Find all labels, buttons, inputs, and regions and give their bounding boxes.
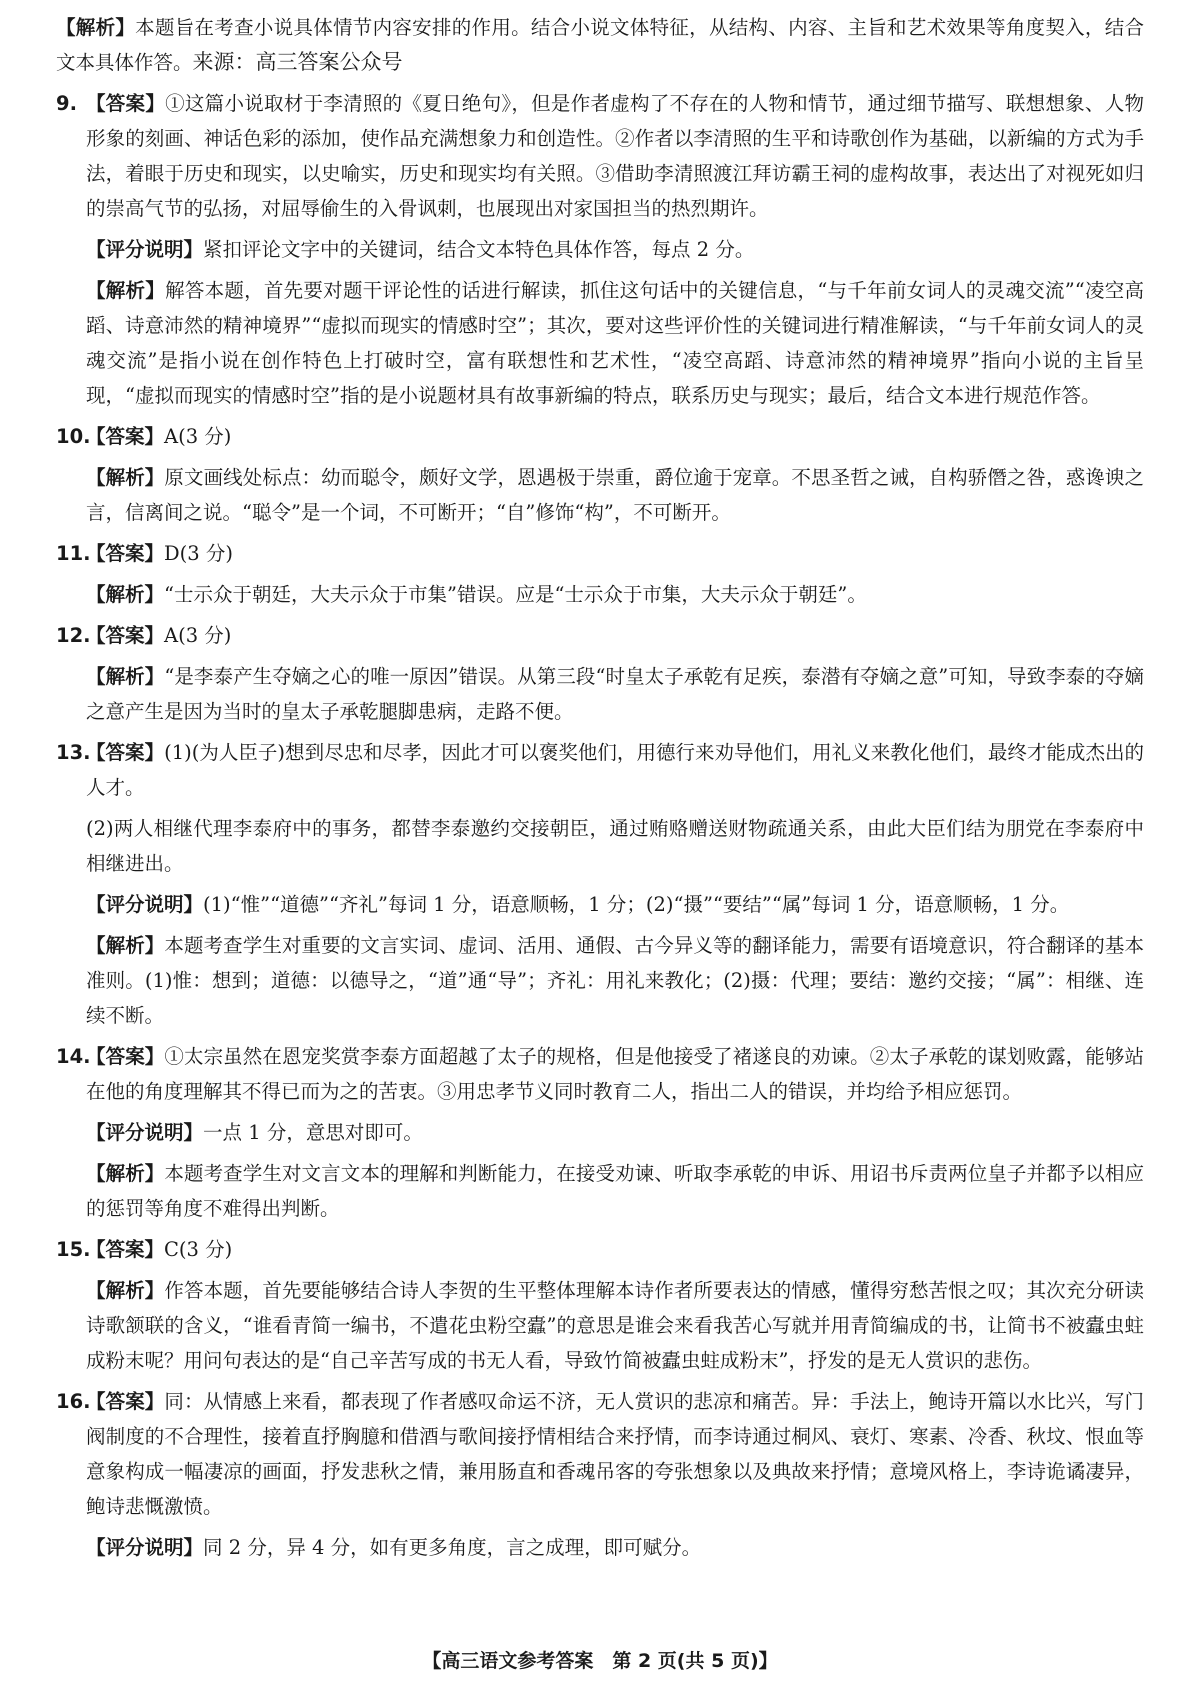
- part-text: 本题考查学生对重要的文言实词、虚词、活用、通假、古今异义等的翻译能力，需要有语境意识，符合翻译的基本准则。(1)惟：想到；道德：以德导之，“道”通“导”；齐礼：用礼来教化；(2)摄：代理；要结：邀约交接；“属”：相继、连续不断。: [86, 934, 1144, 1027]
- part-text: (2)两人相继代理李泰府中的事务，都替李泰邀约交接朝臣，通过贿赂赠送财物疏通关系，由此大臣们结为朋党在李泰府中相继进出。: [86, 817, 1144, 875]
- answer-part: [86, 887, 1144, 922]
- answer-items: [56, 86, 1144, 1565]
- question-item: [56, 1232, 1144, 1378]
- part-tag: 【解析】: [86, 279, 166, 302]
- answer-part: [86, 232, 1144, 267]
- question-number: 13.: [56, 741, 91, 764]
- question-number: 10.: [56, 425, 91, 448]
- part-text: 紧扣评论文字中的关键词，结合文本特色具体作答，每点 2 分。: [203, 238, 755, 261]
- part-tag: 【解析】: [86, 1162, 165, 1185]
- part-text: ①太宗虽然在恩宠奖赏李泰方面超越了太子的规格，但是他接受了褚遂良的劝谏。②太子承乾的谋划败露，能够站在他的角度理解其不得已而为之的苦衷。③用忠孝节义同时教育二人，指出二人的错误，并均给予相应惩罚。: [86, 1045, 1144, 1103]
- part-tag: 【解析】: [86, 1279, 165, 1302]
- part-text: 解答本题，首先要对题干评论性的话进行解读，抓住这句话中的关键信息，“与千年前女词人的灵魂交流”“凌空高蹈、诗意沛然的精神境界”“虚拟而现实的情感时空”；其次，要对这些评价性的关键词进行精准解读，“与千年前女词人的灵魂交流”是指小说在创作特色上打破时空，富有联想性和艺术性，“凌空高蹈、诗意沛然的精神境界”指向小说的主旨呈现，“虚拟而现实的情感时空”指的是小说题材具有故事新编的特点，联系历史与现实；最后，结合文本进行规范作答。: [86, 279, 1144, 407]
- source-note: 来源：高三答案公众号: [192, 50, 403, 74]
- question-item: [56, 618, 1144, 729]
- part-text: A(3 分): [164, 624, 232, 647]
- part-tag: 【答案】: [86, 741, 165, 764]
- answer-part: [86, 618, 1144, 653]
- question-number: 12.: [56, 624, 91, 647]
- part-tag: 【答案】: [86, 425, 165, 448]
- part-tag: 【解析】: [86, 583, 165, 606]
- answer-part: [86, 1232, 1144, 1267]
- part-tag: 【答案】: [86, 624, 165, 647]
- part-text: 本题考查学生对文言文本的理解和判断能力，在接受劝谏、听取李承乾的申诉、用诏书斥责两位皇子并都予以相应的惩罚等角度不难得出判断。: [86, 1162, 1144, 1220]
- part-text: D(3 分): [164, 542, 233, 565]
- part-text: 原文画线处标点：幼而聪令，颇好文学，恩遇极于崇重，爵位逾于宠章。不思圣哲之诫，自构骄僭之咎，惑谗谀之言，信离间之说。“聪令”是一个词，不可断开；“自”修饰“构”，不可断开。: [86, 466, 1144, 524]
- question-item: [56, 419, 1144, 530]
- answer-part: [86, 1273, 1144, 1378]
- part-text: 同：从情感上来看，都表现了作者感叹命运不济，无人赏识的悲凉和痛苦。异：手法上，鲍诗开篇以水比兴，写门阀制度的不合理性，接着直抒胸臆和借酒与歌间接抒情相结合来抒情，而李诗通过桐风、衰灯、寒素、冷香、秋坟、恨血等意象构成一幅凄凉的画面，抒发悲秋之情，兼用肠直和香魂吊客的夸张想象以及典故来抒情；意境风格上，李诗诡谲凄异，鲍诗悲慨激愤。: [86, 1390, 1144, 1518]
- question-number: 14.: [56, 1045, 91, 1068]
- part-tag: 【解析】: [86, 665, 165, 688]
- part-tag: 【解析】: [86, 466, 165, 489]
- intro-tag: 【解析】: [56, 16, 136, 39]
- answer-part: [86, 811, 1144, 881]
- answer-part: [86, 577, 1144, 612]
- part-text: 同 2 分，异 4 分，如有更多角度，言之成理，即可赋分。: [203, 1536, 702, 1559]
- part-tag: 【答案】: [86, 92, 166, 115]
- part-text: 一点 1 分，意思对即可。: [203, 1121, 423, 1144]
- answer-part: [86, 86, 1144, 226]
- question-number: 16.: [56, 1390, 91, 1413]
- question-item: [56, 536, 1144, 612]
- part-tag: 【答案】: [86, 1045, 165, 1068]
- question-item: [56, 1039, 1144, 1226]
- question-item: [56, 735, 1144, 1033]
- part-tag: 【解析】: [86, 934, 165, 957]
- question-number: 11.: [56, 542, 91, 565]
- part-text: (1)“惟”“道德”“齐礼”每词 1 分，语意顺畅，1 分；(2)“摄”“要结”“属”每词 1 分，语意顺畅，1 分。: [203, 893, 1070, 916]
- part-text: (1)(为人臣子)想到尽忠和尽孝，因此才可以褒奖他们，用德行来劝导他们，用礼义来教化他们，最终才能成杰出的人才。: [86, 741, 1144, 799]
- answer-part: [86, 1039, 1144, 1109]
- page-footer: 【高三语文参考答案 第 2 页(共 5 页)】: [422, 1650, 778, 1672]
- part-text: 作答本题，首先要能够结合诗人李贺的生平整体理解本诗作者所要表达的情感，懂得穷愁苦恨之叹；其次充分研读诗歌颔联的含义，“谁看青简一编书，不遣花虫粉空蠹”的意思是谁会来看我苦心写就并用青简编成的书，让简书不被蠹虫蛀成粉末呢？用问句表达的是“自己辛苦写成的书无人看，导致竹简被蠹虫蛀成粉末”，抒发的是无人赏识的悲伤。: [86, 1279, 1144, 1372]
- part-tag: 【答案】: [86, 1390, 165, 1413]
- answer-part: [86, 1115, 1144, 1150]
- answer-part: [86, 536, 1144, 571]
- answer-part: [86, 928, 1144, 1033]
- answer-part: [86, 273, 1144, 413]
- part-text: A(3 分): [164, 425, 232, 448]
- answer-document: [56, 10, 1144, 1565]
- answer-part: [86, 1530, 1144, 1565]
- part-tag: 【评分说明】: [86, 238, 204, 261]
- part-text: C(3 分): [164, 1238, 233, 1261]
- question-item: [56, 86, 1144, 413]
- part-tag: 【评分说明】: [86, 893, 204, 916]
- answer-part: [86, 460, 1144, 530]
- part-text: ①这篇小说取材于李清照的《夏日绝句》，但是作者虚构了不存在的人物和情节，通过细节描写、联想想象、人物形象的刻画、神话色彩的添加，使作品充满想象力和创造性。②作者以李清照的生平和诗歌创作为基础，以新编的方式为手法，着眼于历史和现实，以史喻实，历史和现实均有关照。③借助李清照渡江拜访霸王祠的虚构故事，表达出了对视死如归的崇高气节的弘扬，对屈辱偷生的入骨讽刺，也展现出对家国担当的热烈期许。: [86, 92, 1144, 220]
- answer-part: [86, 1156, 1144, 1226]
- answer-part: [86, 1384, 1144, 1524]
- part-text: “是李泰产生夺嫡之心的唯一原因”错误。从第三段“时皇太子承乾有足疾，泰潜有夺嫡之意”可知，导致李泰的夺嫡之意产生是因为当时的皇太子承乾腿脚患病，走路不便。: [86, 665, 1144, 723]
- part-tag: 【答案】: [86, 1238, 165, 1261]
- part-tag: 【答案】: [86, 542, 165, 565]
- part-tag: 【评分说明】: [86, 1121, 204, 1144]
- question-item: [56, 1384, 1144, 1565]
- answer-part: [86, 419, 1144, 454]
- part-text: “士示众于朝廷，大夫示众于市集”错误。应是“士示众于市集，大夫示众于朝廷”。: [164, 583, 867, 606]
- part-tag: 【评分说明】: [86, 1536, 204, 1559]
- question-number: 15.: [56, 1238, 91, 1261]
- answer-part: [86, 659, 1144, 729]
- intro-paragraph: [56, 10, 1144, 80]
- question-number: 9.: [56, 92, 77, 115]
- answer-part: [86, 735, 1144, 805]
- intro-text: 本题旨在考查小说具体情节内容安排的作用。结合小说文体特征，从结构、内容、主旨和艺术效果等角度契入，结合文本具体作答。: [56, 16, 1144, 74]
